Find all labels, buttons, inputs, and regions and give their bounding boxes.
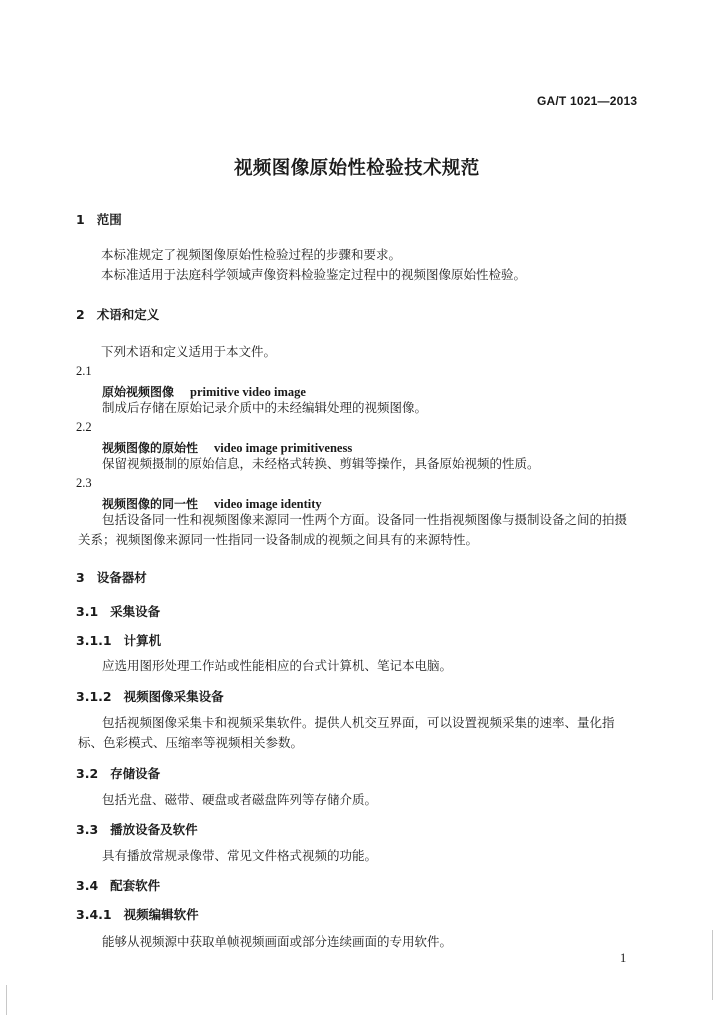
subsection-number: 3.4.1	[76, 907, 112, 922]
subsection-number: 3.1.2	[76, 689, 112, 704]
standard-code: GA/T 1021—2013	[537, 94, 638, 108]
subsection-heading	[76, 764, 160, 782]
subsection-title: 播放设备及软件	[110, 822, 198, 837]
subsection-heading	[76, 876, 160, 894]
term-english: primitive video image	[190, 385, 306, 399]
subsection-number: 3.2	[76, 766, 99, 781]
section-number: 1	[76, 212, 85, 227]
paragraph: 本标准适用于法庭科学领域声像资料检验鉴定过程中的视频图像原始性检验。	[101, 267, 527, 282]
term-chinese: 视频图像的同一性	[102, 497, 199, 511]
term-chinese: 视频图像的原始性	[102, 441, 199, 455]
paragraph: 应选用图形处理工作站或性能相应的台式计算机、笔记本电脑。	[102, 658, 453, 673]
subsection-title: 存储设备	[110, 766, 161, 781]
subsection-heading	[76, 905, 199, 923]
subsection-heading	[76, 820, 198, 838]
term-english: video image primitiveness	[214, 441, 353, 455]
section-number: 3	[76, 570, 85, 585]
scan-edge-mark	[6, 985, 7, 1015]
section-title: 术语和定义	[96, 307, 160, 322]
page-number: 1	[620, 951, 627, 965]
subsection-title: 配套软件	[110, 878, 161, 893]
section-title: 范围	[96, 212, 122, 227]
scan-edge-mark	[712, 930, 713, 1000]
paragraph: 包括视频图像采集卡和视频采集软件。提供人机交互界面，可以设置视频采集的速率、量化指标、色彩模式、压缩率等视频相关参数。	[78, 715, 615, 750]
subsection-title: 计算机	[123, 633, 162, 648]
term-definition: 制成后存储在原始记录介质中的未经编辑处理的视频图像。	[102, 400, 428, 415]
subsection-heading	[76, 631, 161, 649]
section-number: 2	[76, 307, 85, 322]
document-title: 视频图像原始性检验技术规范	[234, 158, 480, 179]
subsection-number: 3.1.1	[76, 633, 112, 648]
term-definition: 保留视频摄制的原始信息，未经格式转换、剪辑等操作，具备原始视频的性质。	[102, 456, 540, 471]
section-2-heading	[76, 305, 159, 323]
subsection-number: 3.3	[76, 822, 99, 837]
term-chinese: 原始视频图像	[102, 385, 175, 399]
subsection-heading	[76, 687, 224, 705]
section-3-heading	[76, 568, 147, 586]
term-number: 2.1	[76, 364, 92, 378]
term-number: 2.3	[76, 476, 92, 490]
subsection-heading	[76, 602, 160, 620]
paragraph: 包括光盘、磁带、硬盘或者磁盘阵列等存储介质。	[102, 792, 378, 807]
term-definition: 包括设备同一性和视频图像来源同一性两个方面。设备同一性指视频图像与摄制设备之间的拍摄关系；视频图像来源同一性指同一设备制成的视频之间具有的来源特性。	[78, 512, 628, 547]
section-title: 设备器材	[96, 570, 147, 585]
paragraph: 下列术语和定义适用于本文件。	[101, 344, 277, 359]
term-english: video image identity	[214, 497, 322, 511]
term-number: 2.2	[76, 420, 92, 434]
paragraph: 能够从视频源中获取单帧视频画面或部分连续画面的专用软件。	[102, 934, 453, 949]
subsection-title: 采集设备	[110, 604, 161, 619]
section-1-heading	[76, 210, 122, 228]
subsection-number: 3.4	[76, 878, 99, 893]
paragraph: 具有播放常规录像带、常见文件格式视频的功能。	[102, 848, 378, 863]
paragraph: 本标准规定了视频图像原始性检验过程的步骤和要求。	[101, 247, 402, 262]
subsection-number: 3.1	[76, 604, 99, 619]
subsection-title: 视频编辑软件	[123, 907, 199, 922]
subsection-title: 视频图像采集设备	[123, 689, 224, 704]
